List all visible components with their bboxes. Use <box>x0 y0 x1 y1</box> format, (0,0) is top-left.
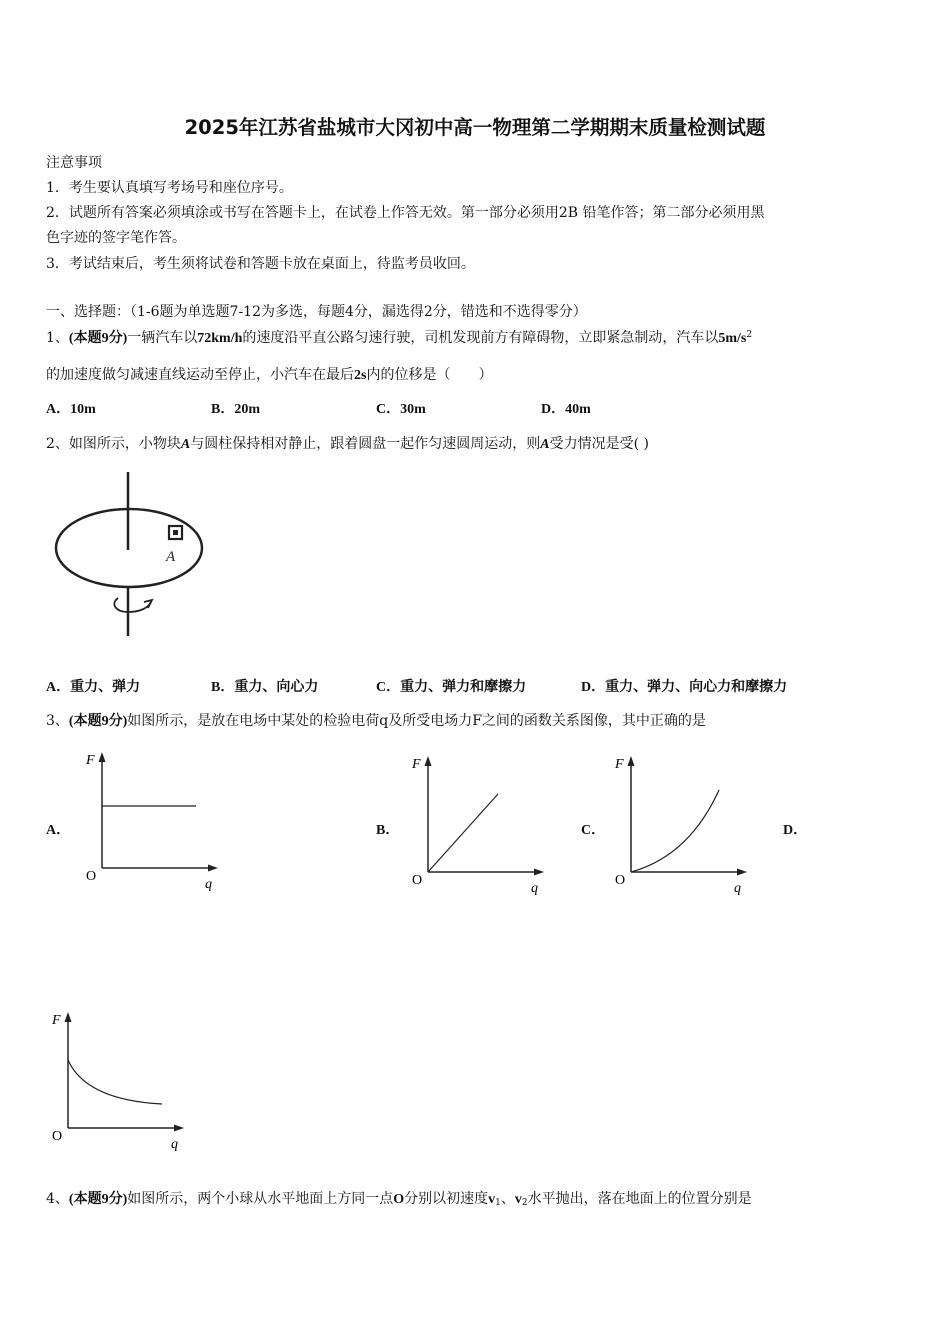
question-3 <box>46 710 706 730</box>
q4-text-a: 如图所示，两个小球从水平地面上方同一点 <box>127 1191 394 1207</box>
origin-label: O <box>52 1129 63 1144</box>
curve-decreasing <box>68 1060 162 1104</box>
block-a-label: A <box>166 549 176 565</box>
graph-a <box>80 748 230 894</box>
page-title: 2025年江苏省盐城市大冈初中高一物理第二学期期末质量检测试题 <box>184 116 766 139</box>
q2-var-2: A <box>540 437 550 452</box>
q1-line2-b: 内的位移是（ ） <box>366 367 493 383</box>
q3-option-b-label: B． <box>376 823 400 838</box>
q2-text-c: 受力情况是受( ) <box>549 436 649 452</box>
q4-v1-sub: 1 <box>495 1198 501 1208</box>
q2-text-a: 2、如图所示，小物块 <box>46 436 181 452</box>
graph-c <box>609 752 759 898</box>
y-axis-arrow <box>425 756 432 766</box>
q4-text-c: 水平抛出，落在地面上的位置分别是 <box>527 1191 752 1207</box>
q4-v1: v <box>488 1192 496 1207</box>
q1-option-d: D．40m <box>541 402 591 417</box>
axis-label-f: F <box>86 753 95 768</box>
question-1-line-2 <box>46 364 492 384</box>
axis-label-f: F <box>52 1013 61 1028</box>
x-axis-arrow <box>208 865 218 872</box>
q1-acceleration: 5m/s <box>718 331 747 346</box>
notes-heading: 注意事项 <box>46 155 102 171</box>
graph-b <box>406 752 556 898</box>
q1-speed: 72km/h <box>197 331 243 346</box>
q1-line2-a: 的加速度做匀减速直线运动至停止，小汽车在最后 <box>46 367 354 383</box>
q2-option-b: B．重力、向心力 <box>211 680 319 695</box>
origin-label: O <box>86 869 97 884</box>
q3-option-c-label: C． <box>581 823 606 838</box>
y-axis-arrow <box>99 752 106 762</box>
x-axis-arrow <box>534 869 544 876</box>
question-1-line-1 <box>46 327 752 347</box>
graph-d <box>46 1008 196 1154</box>
note-item-3: 3．考试结束后，考生须将试卷和答题卡放在桌面上，待监考员收回。 <box>46 256 475 272</box>
q2-option-a: A．重力、弹力 <box>46 680 141 695</box>
q3-tag: (本题9分) <box>68 714 128 729</box>
q4-text-b: 分别以初速度 <box>404 1191 489 1207</box>
q1-option-c: C．30m <box>376 402 426 417</box>
q2-option-c: C．重力、弹力和摩擦力 <box>376 680 527 695</box>
y-axis-arrow <box>65 1012 72 1022</box>
q1-number: 1、 <box>46 330 69 346</box>
q1-text-b: 的速度沿平直公路匀速行驶，司机发现前方有障碍物，立即紧急制动，汽车以 <box>242 330 719 346</box>
q1-option-a: A．10m <box>46 402 96 417</box>
axis-label-q: q <box>531 881 538 896</box>
curve-convex <box>631 790 719 872</box>
rotation-arrowhead <box>144 600 152 608</box>
axis-label-q: q <box>205 877 212 892</box>
q2-text-b: 与圆柱保持相对静止，跟着圆盘一起作匀速圆周运动，则 <box>190 436 541 452</box>
question-4 <box>46 1188 752 1208</box>
q1-time: 2s <box>354 368 367 383</box>
rotation-arrow <box>114 598 151 612</box>
q4-point: O <box>393 1192 405 1207</box>
q4-v2-sub: 2 <box>521 1198 528 1208</box>
axis-label-q: q <box>734 881 741 896</box>
q1-option-b: B．20m <box>211 402 260 417</box>
section-heading: 一、选择题：（1-6题为单选题7-12为多选，每题4分，漏选得2分，错选和不选得零分） <box>46 304 587 320</box>
q3-option-a-label: A． <box>46 823 71 838</box>
q3-text: 如图所示，是放在电场中某处的检验电荷q及所受电场力F之间的函数关系图像，其中正确的是 <box>127 713 706 729</box>
axis-label-f: F <box>615 757 624 772</box>
q4-sep: 、 <box>500 1191 515 1207</box>
curve-linear <box>428 794 498 872</box>
note-item-2-cont: 色字迹的签字笔作答。 <box>46 230 186 246</box>
x-axis-arrow <box>174 1125 184 1132</box>
axis-label-q: q <box>171 1137 178 1152</box>
q2-var-1: A <box>180 437 191 452</box>
q2-option-d: D．重力、弹力、向心力和摩擦力 <box>581 680 788 695</box>
axis-label-f: F <box>412 757 421 772</box>
q1-text-a: 一辆汽车以 <box>127 330 198 346</box>
q4-v2: v <box>514 1192 522 1207</box>
q1-acceleration-exponent: 2 <box>746 330 753 340</box>
y-axis-arrow <box>628 756 635 766</box>
note-item-2: 2．试题所有答案必须填涂或书写在答题卡上，在试卷上作答无效。第一部分必须用2B 铅笔作答；第二部分必须用黑 <box>46 205 765 221</box>
note-item-1: 1．考生要认真填写考场号和座位序号。 <box>46 180 293 196</box>
q4-tag: (本题9分) <box>68 1192 128 1207</box>
q3-number: 3、 <box>46 713 69 729</box>
question-2 <box>46 433 649 453</box>
x-axis-arrow <box>737 869 747 876</box>
q1-tag: (本题9分) <box>68 331 128 346</box>
q3-option-d-label: D． <box>783 823 808 838</box>
block-a-core <box>173 530 178 535</box>
origin-label: O <box>412 873 423 888</box>
q4-number: 4、 <box>46 1191 69 1207</box>
q2-figure-disc <box>48 468 218 640</box>
origin-label: O <box>615 873 626 888</box>
